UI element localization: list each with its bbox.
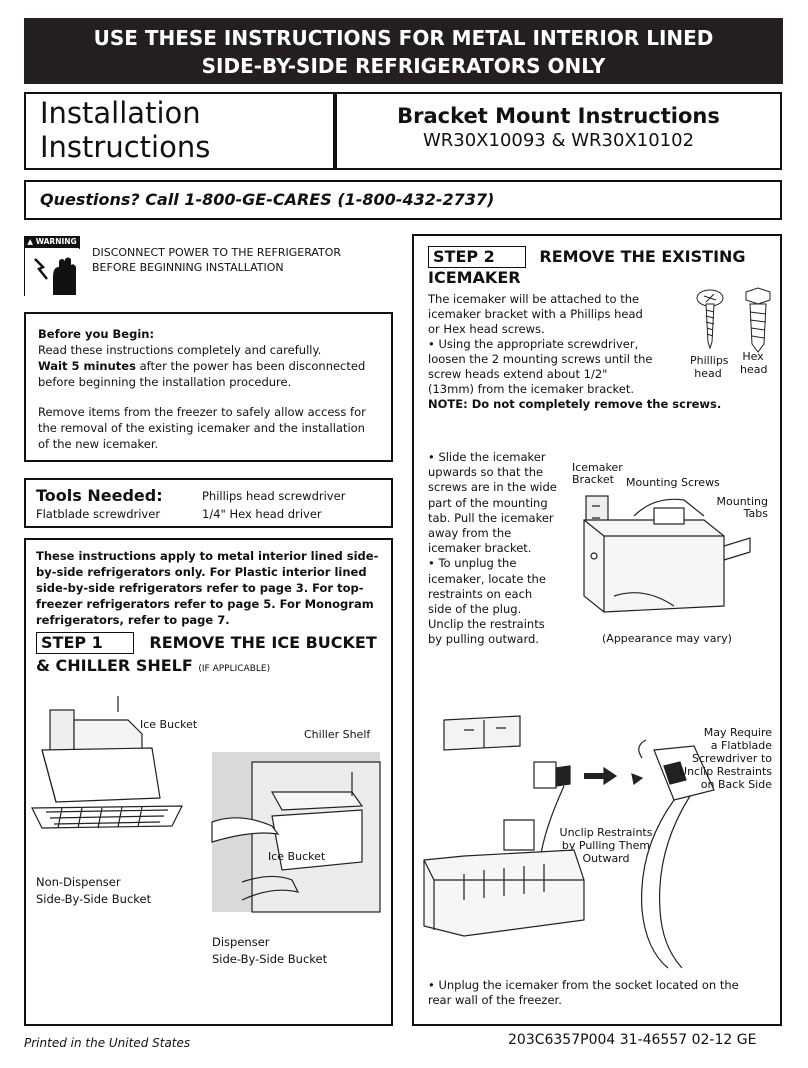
step-2-bullets-2-3 (428, 450, 558, 648)
step-2-box (412, 234, 782, 1026)
step-2-bullet-1: • Using the appropriate screwdriver, loosen the 2 mounting screws until the screw heads extend about 1/2" (13mm) from the icemaker bracket. (428, 337, 653, 396)
banner-line-2: SIDE-BY-SIDE REFRIGERATORS ONLY (201, 54, 606, 78)
step-2-label: STEP 2 (428, 246, 526, 268)
before-heading: Before you Begin: (38, 327, 155, 341)
dispenser-caption (212, 934, 327, 968)
step-2-bullet-3: • To unplug the icemaker, locate the restraints on each side of the plug. Unclip the restraints by pulling outward. (428, 556, 546, 647)
ice-bucket-label-1: Ice Bucket (140, 718, 198, 731)
questions-line: Questions? Call 1-800-GE-CARES (1-800-432-2737) (24, 180, 782, 220)
may-require-5: on Back Side (700, 778, 772, 791)
step-2-title: REMOVE THE EXISTING (539, 247, 746, 266)
mounting-tabs-caption-1: Mounting (716, 495, 768, 508)
hex-caption (740, 350, 766, 376)
mounting-tabs-caption (716, 496, 768, 520)
step-1-title-2: & CHILLER SHELF (36, 656, 193, 675)
tools-heading: Tools Needed: (36, 486, 163, 505)
phillips-caption-1: Phillips (690, 354, 729, 367)
step-1-box (24, 538, 393, 1026)
before-p2-bold: Wait 5 minutes (38, 359, 136, 373)
step-2-note: NOTE: Do not completely remove the screws. (428, 397, 722, 411)
screws-illustration (696, 286, 776, 356)
hex-caption-2: head (740, 363, 768, 376)
bracket-parts: WR30X10093 & WR30X10102 (422, 130, 695, 151)
may-require-1: May Require (703, 726, 772, 739)
warning-line-2: BEFORE BEGINNING INSTALLATION (92, 261, 284, 274)
bracket-box (335, 92, 782, 170)
non-dispenser-bucket-illustration (32, 690, 192, 840)
warning-label (24, 236, 80, 248)
mounting-tabs-caption-2: Tabs (743, 507, 768, 520)
warning-line-1: DISCONNECT POWER TO THE REFRIGERATOR (92, 246, 342, 259)
icemaker-bracket-caption (572, 462, 623, 486)
before-p3: Remove items from the freezer to safely allow access for the removal of the existing icemaker and the installation of the new icemaker. (38, 405, 366, 451)
unclip-restraints-1: Unclip Restraints (559, 826, 653, 839)
top-banner (24, 18, 783, 84)
warning-triangle-icon: ▲ (27, 237, 36, 246)
title-box (24, 92, 335, 170)
warning-text (92, 245, 392, 275)
non-dispenser-caption-2: Side-By-Side Bucket (36, 892, 152, 906)
hex-caption-1: Hex (742, 350, 764, 363)
phillips-caption-2: head (694, 367, 722, 380)
before-p2-rest: after the power has been disconnected before beginning the installation procedure. (38, 359, 366, 389)
may-require-caption (678, 726, 772, 791)
icemaker-bracket-caption-2: Bracket (572, 473, 614, 486)
tool-flatblade: Flatblade screwdriver (36, 507, 161, 521)
warning-label-text: WARNING (35, 237, 77, 246)
phillips-caption (690, 354, 729, 380)
dispenser-caption-2: Side-By-Side Bucket (212, 952, 328, 966)
unclip-restraints-2: by Pulling Them (561, 839, 651, 852)
dispenser-bucket-illustration (212, 752, 382, 912)
ice-bucket-label-2: Ice Bucket (268, 850, 326, 863)
mounting-screws-caption: Mounting Screws (626, 476, 720, 489)
may-require-4: Unclip Restraints (679, 765, 772, 778)
banner-line-1: USE THESE INSTRUCTIONS FOR METAL INTERIOR LINED (93, 26, 714, 50)
unclip-restraints-3: Outward (582, 852, 630, 865)
chiller-shelf-label: Chiller Shelf (304, 728, 371, 741)
title-line-2: Instructions (40, 130, 211, 164)
tool-hex-driver: 1/4" Hex head driver (202, 507, 322, 521)
apply-text: These instructions apply to metal interior lined side-by-side refrigerators only. For Plastic interior lined side-by-side refrigerators refer to page 3. For top-freezer refrigerators refer to page 5. For Monogram refrigerators, refer to page 7. (36, 549, 379, 627)
step-2-title-2: ICEMAKER (428, 268, 521, 287)
before-p1: Read these instructions completely and carefully. (38, 343, 322, 357)
may-require-2: a Flatblade (710, 739, 772, 752)
icemaker-bracket-caption-1: Icemaker (572, 461, 623, 474)
printed-in-us: Printed in the United States (24, 1036, 191, 1050)
tools-box (24, 478, 393, 528)
before-you-begin-box (24, 312, 393, 462)
may-require-3: Screwdriver to (692, 752, 772, 765)
unclip-restraints-caption (558, 826, 654, 865)
dispenser-caption-1: Dispenser (212, 935, 270, 949)
non-dispenser-caption (36, 874, 151, 908)
non-dispenser-caption-1: Non-Dispenser (36, 875, 121, 889)
step-1-note: (IF APPLICABLE) (198, 664, 271, 674)
step-2-p1: The icemaker will be attached to the icemaker bracket with a Phillips head or Hex head screws. (428, 292, 643, 336)
title-line-1: Installation (40, 96, 201, 130)
bracket-heading: Bracket Mount Instructions (397, 104, 720, 128)
step-1-label: STEP 1 (36, 632, 134, 654)
tool-phillips: Phillips head screwdriver (202, 489, 346, 503)
step-1-title: REMOVE THE ICE BUCKET (149, 633, 377, 652)
document-codes: 203C6357P004 31-46557 02-12 GE (508, 1032, 757, 1048)
step-2-bullet-2: • Slide the icemaker upwards so that the screws are in the wide part of the mounting tab. Pull the icemaker away from the icemaker bracket. (428, 450, 557, 556)
appearance-caption: (Appearance may vary) (602, 632, 732, 645)
step-2-bullet-4: • Unplug the icemaker from the socket located on the rear wall of the freezer. (428, 978, 739, 1007)
